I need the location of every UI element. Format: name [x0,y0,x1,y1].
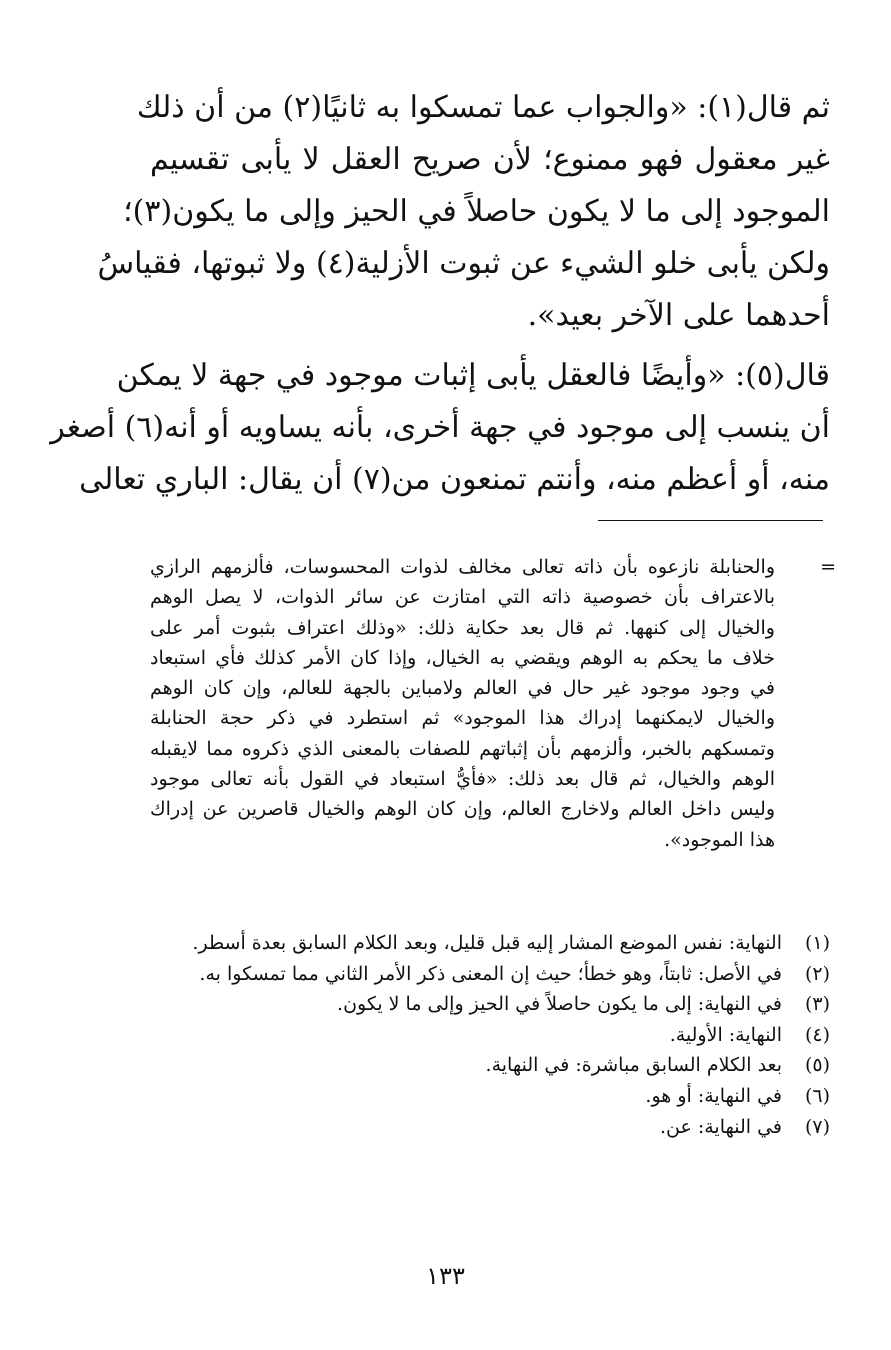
footnote-item [150,1020,830,1051]
main-text-line: الموجود إلى ما لا يكون حاصلاً في الحيز وإلى ما يكون(٣)؛ [123,194,830,229]
page-number: ١٣٣ [426,1262,465,1290]
main-text-line: أن ينسب إلى موجود في جهة أخرى، بأنه يساويه أو أنه(٦) أصغر [50,410,830,445]
continuation-line: في وجود موجود غير حال في العالم ولامباين بالجهة للعالم، وإن كان الوهم [150,677,775,700]
footnote-text: في الأصل: ثابتاً، وهو خطأ؛ حيث إن المعنى ذكر الأمر الثاني مما تمسكوا به. [199,962,782,985]
continuation-line: خلاف ما يحكم به الوهم ويقضي به الخيال، وإذا كان الأمر كذلك فأي استبعاد [150,646,775,669]
main-text-line: قال(٥): «وأيضًا فالعقل يأبى إثبات موجود في جهة لا يمكن [116,358,830,393]
footnote-text: في النهاية: إلى ما يكون حاصلاً في الحيز وإلى ما لا يكون. [337,993,782,1016]
footnote-continuation [150,552,836,855]
footnote-text: في النهاية: عن. [659,1115,782,1138]
main-text-line: منه، أو أعظم منه، وأنتم تمنعون من(٧) أن يقال: الباري تعالى [79,462,830,497]
footnote-item [150,928,830,959]
footnote-separator [598,520,823,521]
continuation-line: بالاعتراف بأن خصوصية ذاته التي امتازت عن سائر الذوات، لا يصل الوهم [150,586,775,609]
footnote-item [150,1050,830,1081]
main-text-line: ولكن يأبى خلو الشيء عن ثبوت الأزلية(٤) ولا ثبوتها، فقياسُ [97,246,830,281]
continuation-line: والخيال إلى كنهها. ثم قال بعد حكاية ذلك: «وذلك اعتراف بثبوت أمر على [150,616,775,639]
footnote-item [150,989,830,1020]
continuation-line: وتمسكهم بالخبر، وألزمهم بأن إثباتهم للصفات بالمعنى الذي ذكروه مما لايقبله [150,737,775,760]
footnote-number: (٣) [804,993,830,1016]
footnote-text: في النهاية: أو هو. [645,1084,782,1107]
main-text-line: غير معقول فهو ممنوع؛ لأن صريح العقل لا يأبى تقسيم [150,142,830,177]
footnote-item [150,959,830,990]
footnote-text: بعد الكلام السابق مباشرة: في النهاية. [485,1054,782,1077]
main-text-line: ثم قال(١): «والجواب عما تمسكوا به ثانيًا(٢) من أن ذلك [136,90,830,125]
continuation-line: الوهم والخيال، ثم قال بعد ذلك: «فأيُّ استبعاد في القول بأنه تعالى موجود [150,768,775,791]
continuation-line: وليس داخل العالم ولاخارج العالم، وإن كان الوهم والخيال قاصرين عن إدراك [150,798,775,821]
footnote-item [150,1112,830,1143]
footnote-number: (٦) [804,1084,830,1107]
footnote-item [150,1081,830,1112]
footnote-number: (٢) [804,962,830,985]
main-text-block [50,82,830,506]
main-text-line: أحدهما على الآخر بعيد». [527,298,830,333]
continuation-line: والحنابلة نازعوه بأن ذاته تعالى مخالف لذوات المحسوسات، فألزمهم الرازي [150,556,775,578]
continuation-line: والخيال لايمكنهما إدراك هذا الموجود» ثم استطرد في ذكر حجة الحنابلة [150,707,775,730]
continuation-marker: = [820,556,836,578]
footnote-text: النهاية: الأولية. [669,1023,782,1046]
footnote-text: النهاية: نفس الموضع المشار إليه قبل قليل، وبعد الكلام السابق بعدة أسطر. [192,932,782,954]
footnote-number: (١) [804,932,830,954]
continuation-line: هذا الموجود». [664,828,775,851]
footnote-number: (٤) [804,1023,830,1046]
footnote-number: (٥) [804,1054,830,1077]
footnotes-list [150,928,830,1142]
footnote-number: (٧) [804,1115,830,1138]
